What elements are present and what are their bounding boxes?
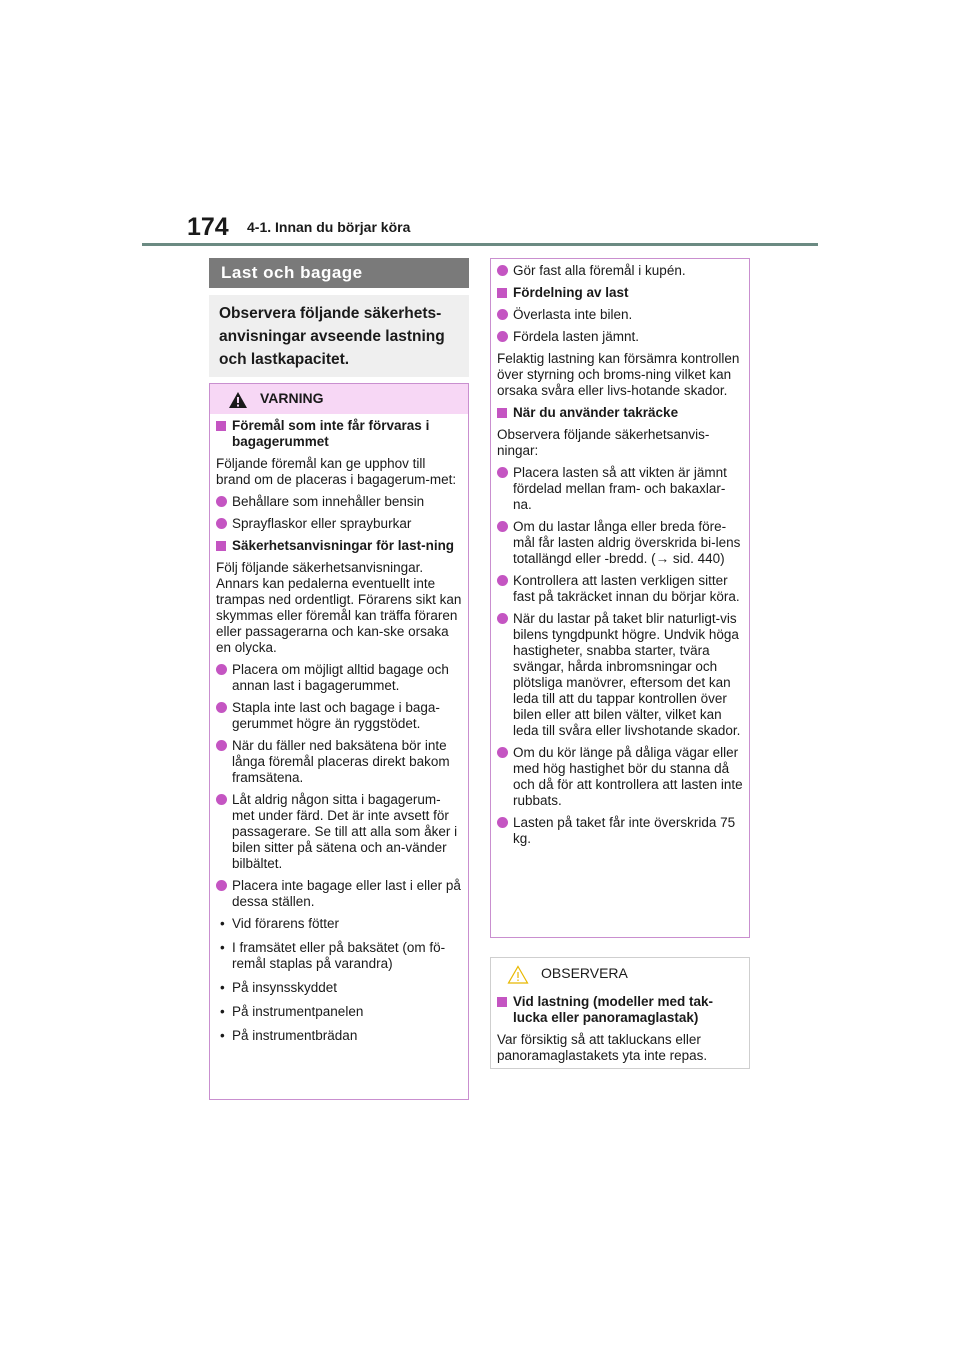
place-item: • I framsätet eller på baksätet (om fö-remål staplas på varandra) xyxy=(216,940,462,972)
list-item: Gör fast alla föremål i kupén. xyxy=(497,263,743,279)
list-item: Placera lasten så att vikten är jämnt fördelad mellan fram- och bakaxlar-na. xyxy=(497,465,743,513)
section-title: 4-1. Innan du börjar köra xyxy=(247,219,411,235)
warning-box-continued xyxy=(490,258,750,938)
intro-box xyxy=(209,295,469,377)
notice-text: Var försiktig så att takluckans eller panoramaglastakets yta inte repas. xyxy=(497,1032,708,1063)
heading-text: Last och bagage xyxy=(221,263,363,282)
list-item: Stapla inte last och bagage i baga-gerummet högre än ryggstödet. xyxy=(216,700,462,732)
warning-title: VARNING xyxy=(260,390,324,406)
place-item: • Vid förarens fötter xyxy=(216,916,462,932)
notice-title: OBSERVERA xyxy=(541,965,628,981)
list-item: Om du kör länge på dåliga vägar eller med hög hastighet bör du stanna då och då för att kontrollera att lasten inte rubbats. xyxy=(497,745,743,809)
list-item: Placera inte bagage eller last i eller på dessa ställen. xyxy=(216,878,462,910)
caution-outline-triangle-icon xyxy=(507,965,529,984)
intro-text: Observera följande säkerhets-anvisningar avseende lastning och lastkapacitet. xyxy=(219,305,445,368)
warning-item2-head: Säkerhetsanvisningar för last-ning xyxy=(216,538,462,554)
distribution-text: Felaktig lastning kan försämra kontrollen över styrning och broms-ning vilket kan orsaka svåra eller livs-hotande skador. xyxy=(497,351,740,398)
list-item: Kontrollera att lasten verkligen sitter fast på takräcket innan du börjar köra. xyxy=(497,573,743,605)
notice-box xyxy=(490,957,750,1069)
list-item: Om du lastar långa eller breda före-mål får lasten aldrig överskrida bi-lens totallängd eller -bredd. (→ sid. 440) xyxy=(497,519,743,567)
list-item: Låt aldrig någon sitta i bagagerum-met under färd. Det är inte avsett för passagerare. Se till att alla som åker i bilen sitter på sätena och an-vänder bilbältet. xyxy=(216,792,462,872)
warning-triangle-icon xyxy=(228,391,248,409)
place-item: • På insynsskyddet xyxy=(216,980,462,996)
roof-rack-head: När du använder takräcke xyxy=(497,405,743,421)
list-item: Behållare som innehåller bensin xyxy=(216,494,462,510)
list-item: Sprayflaskor eller sprayburkar xyxy=(216,516,462,532)
list-item: Lasten på taket får inte överskrida 75 kg. xyxy=(497,815,743,847)
warning-content xyxy=(216,418,462,1052)
warning-header xyxy=(210,384,468,414)
page-number: 174 xyxy=(187,213,229,241)
notice-content xyxy=(497,994,743,1070)
distribution-head: Fördelning av last xyxy=(497,285,743,301)
heading-bar xyxy=(209,258,469,288)
warning-item2-text: Följ följande säkerhetsanvisningar. Annars kan pedalerna eventuellt inte trampas ned ordentligt. Förarens sikt kan skymmas eller föremål kan träffa föraren eller passagerarna och kan-ske orsaka en olycka. xyxy=(216,560,462,655)
list-item: Fördela lasten jämnt. xyxy=(497,329,743,345)
header-rule xyxy=(142,243,818,246)
list-item: När du fäller ned baksätena bör inte långa föremål placeras direkt bakom framsätena. xyxy=(216,738,462,786)
list-item: Placera om möjligt alltid bagage och annan last i bagagerummet. xyxy=(216,662,462,694)
warning-continued-content xyxy=(497,263,743,853)
warning-item1-head: Föremål som inte får förvaras i bagagerummet xyxy=(216,418,462,450)
place-item: • På instrumentpanelen xyxy=(216,1004,462,1020)
list-item: Överlasta inte bilen. xyxy=(497,307,743,323)
notice-header xyxy=(491,958,749,988)
roof-rack-text: Observera följande säkerhetsanvis-ningar: xyxy=(497,427,710,458)
warning-box xyxy=(209,383,469,1100)
notice-head: Vid lastning (modeller med tak-lucka eller panoramaglastak) xyxy=(497,994,743,1026)
place-item: • På instrumentbrädan xyxy=(216,1028,462,1044)
list-item: När du lastar på taket blir naturligt-vis bilens tyngdpunkt högre. Undvik höga hastigheter, snabba starter, tvära svängar, hårda inbromsningar och plötsliga manövrer, eftersom det kan leda till att du tappar kontrollen över bilen eller att bilen välter, vilket kan leda till svåra eller livshotande skador. xyxy=(497,611,743,739)
warning-item1-text: Följande föremål kan ge upphov till brand om de placeras i bagagerum-met: xyxy=(216,456,457,487)
